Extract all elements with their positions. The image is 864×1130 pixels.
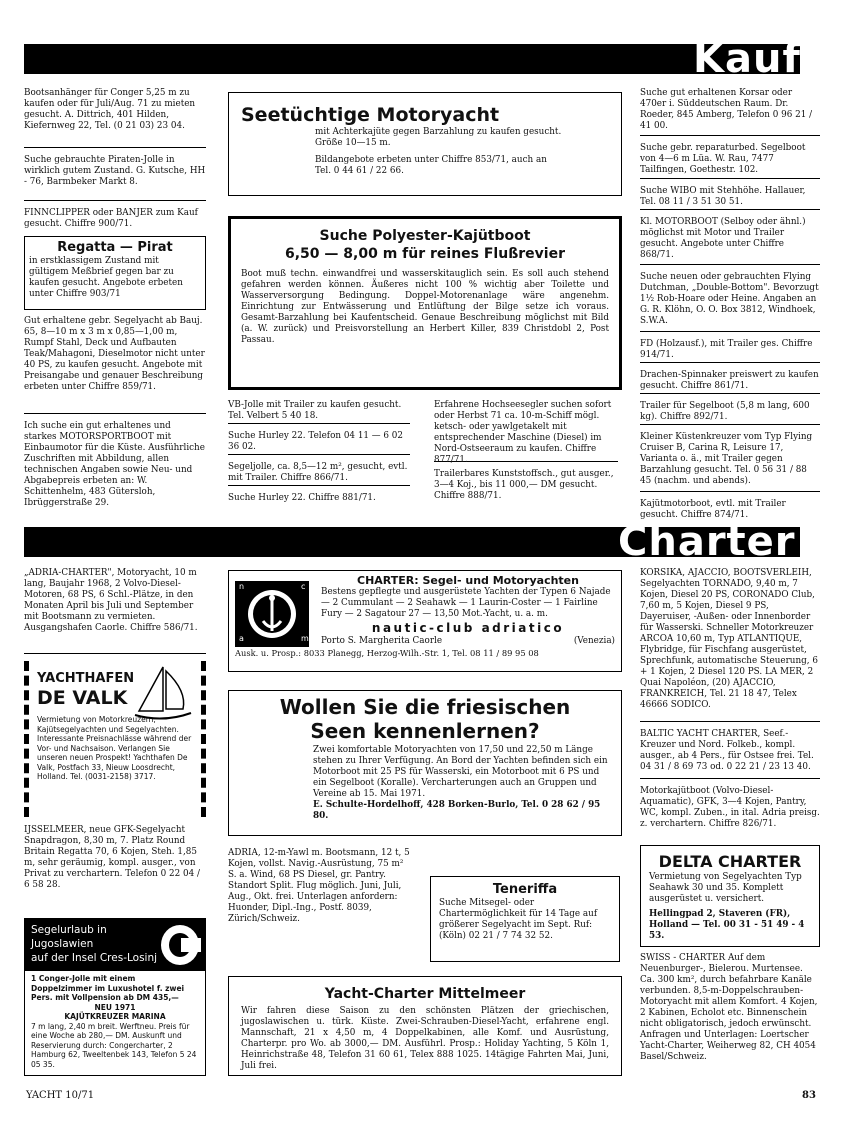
motoryacht-text: mit Achterkajüte gegen Barzahlung zu kaufen gesucht. Größe 10—15 m. — [315, 127, 562, 148]
classified-ad: FINNCLIPPER oder BANJER zum Kauf gesucht. Chiffre 900/71. — [24, 208, 198, 229]
nautic-city: (Venezia) — [573, 636, 615, 646]
kauf-column-1 — [24, 88, 206, 510]
sailboat-icon — [133, 663, 193, 723]
charter-column-1 — [24, 568, 206, 1076]
classified-ad: Suche Hurley 22. Telefon 04 11 — 6 02 36 02. — [228, 431, 410, 455]
nautic-address: Porto S. Margherita Caorle — [321, 636, 443, 646]
delta-title: DELTA CHARTER — [658, 852, 802, 871]
jugoslawien-text-1: 1 Conger-Jolle mit einem Doppelzimmer im Luxushotel f. zwei Pers. mit Vollpension ab DM 435,— — [31, 974, 185, 1002]
polyester-ad-box — [228, 216, 622, 390]
polyester-title: Suche Polyester-Kajütboot — [319, 228, 531, 244]
regatta-title: Regatta — Pirat — [57, 240, 173, 255]
classified-ad: Segeljolle, ca. 8,5—12 m², gesucht, evtl. mit Trailer. Chiffre 866/71. — [228, 462, 410, 486]
classified-ad: Motorkajütboot (Volvo-Diesel-Aquamatic), GFK, 3—4 Kojen, Pantry, WC, kompl. Zuben., in ital. Adria preisg. z. verchartern. Chiffre 826/71. — [640, 786, 820, 829]
jugoslawien-ad-box — [24, 918, 206, 1076]
congercharter-logo-icon — [161, 925, 199, 965]
kauf-column-2b — [434, 400, 618, 512]
motoryacht-title: Seetüchtige Motoryacht — [241, 104, 500, 126]
page-number: 83 — [802, 1090, 816, 1101]
classified-ad: Ich suche ein gut erhaltenes und starkes MOTORSPORTBOOT mit Einbaumotor für die Küste. Ausführliche Zuschriften mit Abbildung, allen technischen Angaben sowie Neu- und Abgabepreis erbeten an: W. Schittenhelm, 483 Gütersloh, Ibrüggerstraße 29. — [24, 421, 205, 508]
nautic-auskunft: Ausk. u. Prosp.: 8033 Planegg, Herzog-Wilh.-Str. 1, Tel. 08 11 / 89 95 08 — [235, 648, 539, 658]
teneriffa-text: Suche Mitsegel- oder Chartermöglichkeit für 14 Tage auf größerer Segelyacht im Sept. Ruf: (Köln) 02 21 / 7 74 32 52. — [439, 898, 598, 941]
kauf-section-title: Kauf — [693, 36, 801, 82]
classified-ad: IJSSELMEER, neue GFK-Segelyacht Snapdragon, 8,30 m, 7. Platz Round Britain Regatta 70, 6 Kojen, Steh. 1,85 m, sehr geräumig, kompl. ausger., von Privat zu verchartern. Telefon 0 22 04 / 6 58 28. — [24, 825, 200, 890]
mittelmeer-title: Yacht-Charter Mittelmeer — [324, 986, 526, 1002]
classified-ad: KORSIKA, AJACCIO, BOOTSVERLEIH, Segelyachten TORNADO, 9,40 m, 7 Kojen, Diesel 20 PS, CORONADO Club, 7,60 m, 5 Kojen, Diesel 9 PS, Dayeruiser, -Außen- oder Innenborder für Wasserski. Schneller Motorkreuzer ARCOA 10,60 m, Typ ATLANTIQUE, Flybridge, für Fischfang ausgerüstet, Sprechfunk, automatische Steuerung, 6 + 1 Kojen, 2 Diesel 120 PS. LA MER, 2 Quai Napoléon, (20) AJACCIO, FRANKREICH, Tel. 21 18 47, Telex 46666 SODICO. — [640, 568, 820, 722]
nautic-club-logo-icon — [235, 581, 309, 647]
devalk-title-1: YACHTHAFEN — [37, 671, 135, 686]
classified-ad: Trailerbares Kunststoffsch., gut ausger., 3—4 Koj., bis 11 000,— DM gesucht. Chiffre 888/71. — [434, 469, 614, 501]
jugoslawien-header — [25, 919, 205, 971]
classified-ad: Trailer für Segelboot (5,8 m lang, 600 kg). Chiffre 892/71. — [640, 401, 820, 425]
friesisch-text: Zwei komfortable Motoryachten von 17,50 und 22,50 m Länge stehen zu Ihrer Verfügung. An Bord der Yachten befinden sich ein Motorboot mit 25 PS für Wasserski, ein Motorboot mit 6 PS und ein Segelboot (Koralle). Vercharterungen auch an Gruppen und Vereine ab 15. Mai 1971. — [313, 745, 608, 799]
classified-ad: Kleiner Küstenkreuzer vom Typ Flying Cruiser B, Carina R, Leisure 17, Varianta o. ä., mit Trailer gegen Barzahlung gesucht. Tel. 0 56 31 / 88 45 (nachm. und abends). — [640, 432, 820, 492]
classified-ad: BALTIC YACHT CHARTER, Seef.-Kreuzer und Nord. Folkeb., kompl. ausger., ab 4 Pers., für Ostsee frei. Tel. 04 31 / 8 69 73 od. 0 22 21 / 23 13 40. — [640, 729, 820, 779]
polyester-text: Boot muß techn. einwandfrei und wasserskitauglich sein. Es soll auch stehend gefahren werden können. Äußeres nicht 100 % wichtig aber Toilette und Wasserversorgung Bedingung. Doppel-Motorenanlage wäre angenehm. Einrichtung zur Entwässerung und Entlüftung der Bilge setze ich voraus. Gesamt-Barzahlung bei Kaufentscheid. Genaue Beschreibung möglichst mit Bild (a. W. zurück) und Preisvorstellung an Herbert Killer, 839 Christdobl 2, Post Passau. — [241, 269, 609, 345]
charter-column-3 — [640, 568, 820, 1090]
mittelmeer-ad-box — [228, 976, 622, 1076]
friesisch-title-1: Wollen Sie die friesischen — [279, 695, 571, 719]
classified-ad: Suche Hurley 22. Chiffre 881/71. — [228, 493, 376, 503]
friesisch-ad-box — [228, 690, 622, 836]
jugoslawien-line-2: Jugoslawien — [31, 938, 94, 950]
mittelmeer-text: Wir fahren diese Saison zu den schönsten Plätzen der griechischen, jugoslawischen u. türk. Küste. Zwei-Schrauben-Diesel-Yacht, erfahrene engl. Mannschaft, 21 x 4,50 m, 4 Doppelkabinen, alle Komf. und Ausrüstung, Charterpr. pro Wo. ab 3000,— DM. Ausführl. Prosp.: Holiday Yachting, 5 Köln 1, Heinrichstraße 48, Telefon 31 60 61, Telex 888 1025. 14tägige Fahrten Mai, Juni, Juli frei. — [241, 1006, 609, 1071]
jugoslawien-body — [25, 971, 205, 1072]
classified-ad: Bootsanhänger für Conger 5,25 m zu kaufen oder für Juli/Aug. 71 zu mieten gesucht. A. Dittrich, 401 Hilden, Kiefernweg 22, Tel. (0 21 03) 23 04. — [24, 88, 206, 148]
jugoslawien-line-3: auf der Insel Cres-Losinj — [31, 952, 158, 964]
kauf-column-3 — [640, 88, 820, 530]
regatta-box — [24, 236, 206, 310]
classified-ad: Suche WIBO mit Stehhöhe. Hallauer, Tel. 08 11 / 3 51 30 51. — [640, 186, 820, 210]
classified-ad: Kajütmotorboot, evtl. mit Trailer gesucht. Chiffre 874/71. — [640, 499, 786, 520]
classified-ad: ADRIA, 12-m-Yawl m. Bootsmann, 12 t, 5 Kojen, vollst. Navig.-Ausrüstung, 75 m² S. a. Wind, 68 PS Diesel, gr. Pantry. Standort Split. Flug möglich. Juni, Juli, Aug., Okt. frei. Unterlagen anfordern: Huonder, Dipl.-Ing., Postf. 8039, Zürich/Schweiz. — [228, 848, 410, 924]
classified-ad: Suche gebrauchte Piraten-Jolle in wirklich gutem Zustand. G. Kutsche, HH - 76, Barmbeker Markt 8. — [24, 155, 206, 201]
motoryacht-ad-box — [228, 92, 622, 196]
classified-ad: FD (Holzausf.), mit Trailer ges. Chiffre 914/71. — [640, 339, 820, 363]
devalk-title-2: DE VALK — [37, 687, 128, 709]
delta-text: Vermietung von Segelyachten Typ Seahawk 30 und 35. Komplett ausgerüstet u. versichert. — [649, 872, 802, 904]
footer-issue: YACHT 10/71 — [26, 1090, 95, 1101]
devalk-ad-box — [24, 661, 206, 817]
classified-ad: Drachen-Spinnaker preiswert zu kaufen gesucht. Chiffre 861/71. — [640, 370, 820, 394]
nautic-text: Bestens gepflegte und ausgerüstete Yachten der Typen 6 Najade — 2 Cummulant — 2 Seahawk — 1 Laurin-Coster — 1 Fairline Fury — 2 Sagatour 27 — 13,50 Mot.-Yacht, u. a. m. — [321, 587, 611, 619]
classified-ad: Suche neuen oder gebrauchten Flying Dutchman, „Double-Bottom". Bevorzugt 1½ Rob-Hoare oder Heine. Angaben an G. R. Klöhn, O. O. Box 3812, Windhoek, S.W.A. — [640, 272, 820, 332]
devalk-text: Vermietung von Motorkreuzern, Kajütsegelyachten und Segelyachten. Interessante Preisnachlässe während der Vor- und Nachsaison. Verlangen Sie unseren neuen Prospekt! Yachthafen De Valk, Postfach 33, Nieuw Loosdrecht, Holland. Tel. (0031-2158) 3717. — [37, 715, 192, 781]
teneriffa-ad-box — [430, 876, 620, 962]
nautic-club-name: nautic-club adriatico — [371, 621, 565, 635]
charter-section-title: Charter — [618, 519, 796, 565]
jugoslawien-boat-name: KAJÜTKREUZER MARINA — [64, 1012, 166, 1021]
classified-ad: VB-Jolle mit Trailer zu kaufen gesucht. Tel. Velbert 5 40 18. — [228, 400, 410, 424]
delta-address: Hellingpad 2, Staveren (FR), Holland — Tel. 00 31 - 51 49 - 4 53. — [649, 909, 805, 941]
logo-letter-n: n — [239, 582, 245, 591]
classified-ad: Gut erhaltene gebr. Segelyacht ab Bauj. 65, 8—10 m x 3 m x 0,85—1,00 m, Rumpf Stahl, Deck und Aufbauten Teak/Mahagoni, Dieselmotor nicht unter 40 PS, zu kaufen gesucht. Angebote mit Preisangabe und genauer Beschreibung erbeten unter Chiffre 859/71. — [24, 316, 206, 414]
classified-ad: SWISS - CHARTER Auf dem Neuenburger-, Bielerou. Murtensee. Ca. 300 km², durch befahrbare Kanäle verbunden. 8,5-m-Doppelschrauben-Motoryacht mit allem Komfort. 4 Kojen, 2 Kabinen, Echolot etc. Binnenschein nicht obligatorisch, jedoch erwünscht. Anfragen und Unterlagen: Loertscher Yacht-Charter, Weiherweg 82, CH 4054 Basel/Schweiz. — [640, 953, 818, 1062]
classified-ad: Erfahrene Hochseesegler suchen sofort oder Herbst 71 ca. 10-m-Schiff mögl. ketsch- oder yawlgetakelt mit entsprechender Maschine (Diesel) im Nord-Ostseeraum zu kaufen. Chiffre 877/71. — [434, 400, 618, 462]
motoryacht-contact: Bildangebote erbeten unter Chiffre 853/71, auch an Tel. 0 44 61 / 22 66. — [315, 155, 547, 176]
classified-ad: Suche gebr. reparaturbed. Segelboot von 4—6 m Lüa. W. Rau, 7477 Tailfingen, Goethestr. 102. — [640, 143, 820, 179]
classified-ad: Kl. MOTORBOOT (Selboy oder ähnl.) möglichst mit Motor und Trailer gesucht. Angebote unter Chiffre 868/71. — [640, 217, 820, 265]
kauf-column-2a — [228, 400, 410, 514]
jugoslawien-line-1: Segelurlaub in — [31, 924, 107, 936]
charter-column-2a — [228, 848, 410, 965]
logo-letter-c: c — [301, 582, 306, 591]
logo-letter-a: a — [239, 634, 244, 643]
jugoslawien-neu: NEU 1971 — [94, 1002, 136, 1012]
regatta-text: in erstklassigem Zustand mit gültigem Meßbrief gegen bar zu kaufen gesucht. Angebote erbeten unter Chiffre 903/71 — [29, 256, 183, 299]
classified-ad: Suche gut erhaltenen Korsar oder 470er i. Süddeutschen Raum. Dr. Roeder, 845 Amberg, Telefon 0 96 21 / 41 00. — [640, 88, 820, 136]
polyester-subtitle: 6,50 — 8,00 m für reines Flußrevier — [285, 246, 565, 262]
teneriffa-title: Teneriffa — [492, 882, 558, 897]
nautic-club-ad-box — [228, 570, 622, 672]
logo-letter-m: m — [301, 634, 309, 643]
classified-ad: „ADRIA-CHARTER", Motoryacht, 10 m lang, Baujahr 1968, 2 Volvo-Diesel-Motoren, 68 PS, 6 Schl.-Plätze, in den Monaten April bis Juli und September mit Bootsmann zu vermieten. Ausgangshafen Caorle. Chiffre 586/71. — [24, 568, 206, 654]
delta-charter-ad-box — [640, 845, 820, 947]
friesisch-title-2: Seen kennenlernen? — [310, 719, 540, 743]
jugoslawien-text-2: 7 m lang, 2,40 m breit. Werftneu. Preis für eine Woche ab 280,— DM. Auskunft und Reservierung durch: Congercharter, 2 Hamburg 62, Tweeltenbek 143, Telefon 5 24 05 35. — [31, 1021, 197, 1069]
kauf-section-bar — [24, 36, 801, 82]
friesisch-address: E. Schulte-Hordelhoff, 428 Borken-Burlo, Tel. 0 28 62 / 95 80. — [313, 800, 601, 821]
nautic-title: CHARTER: Segel- und Motoryachten — [357, 574, 579, 587]
